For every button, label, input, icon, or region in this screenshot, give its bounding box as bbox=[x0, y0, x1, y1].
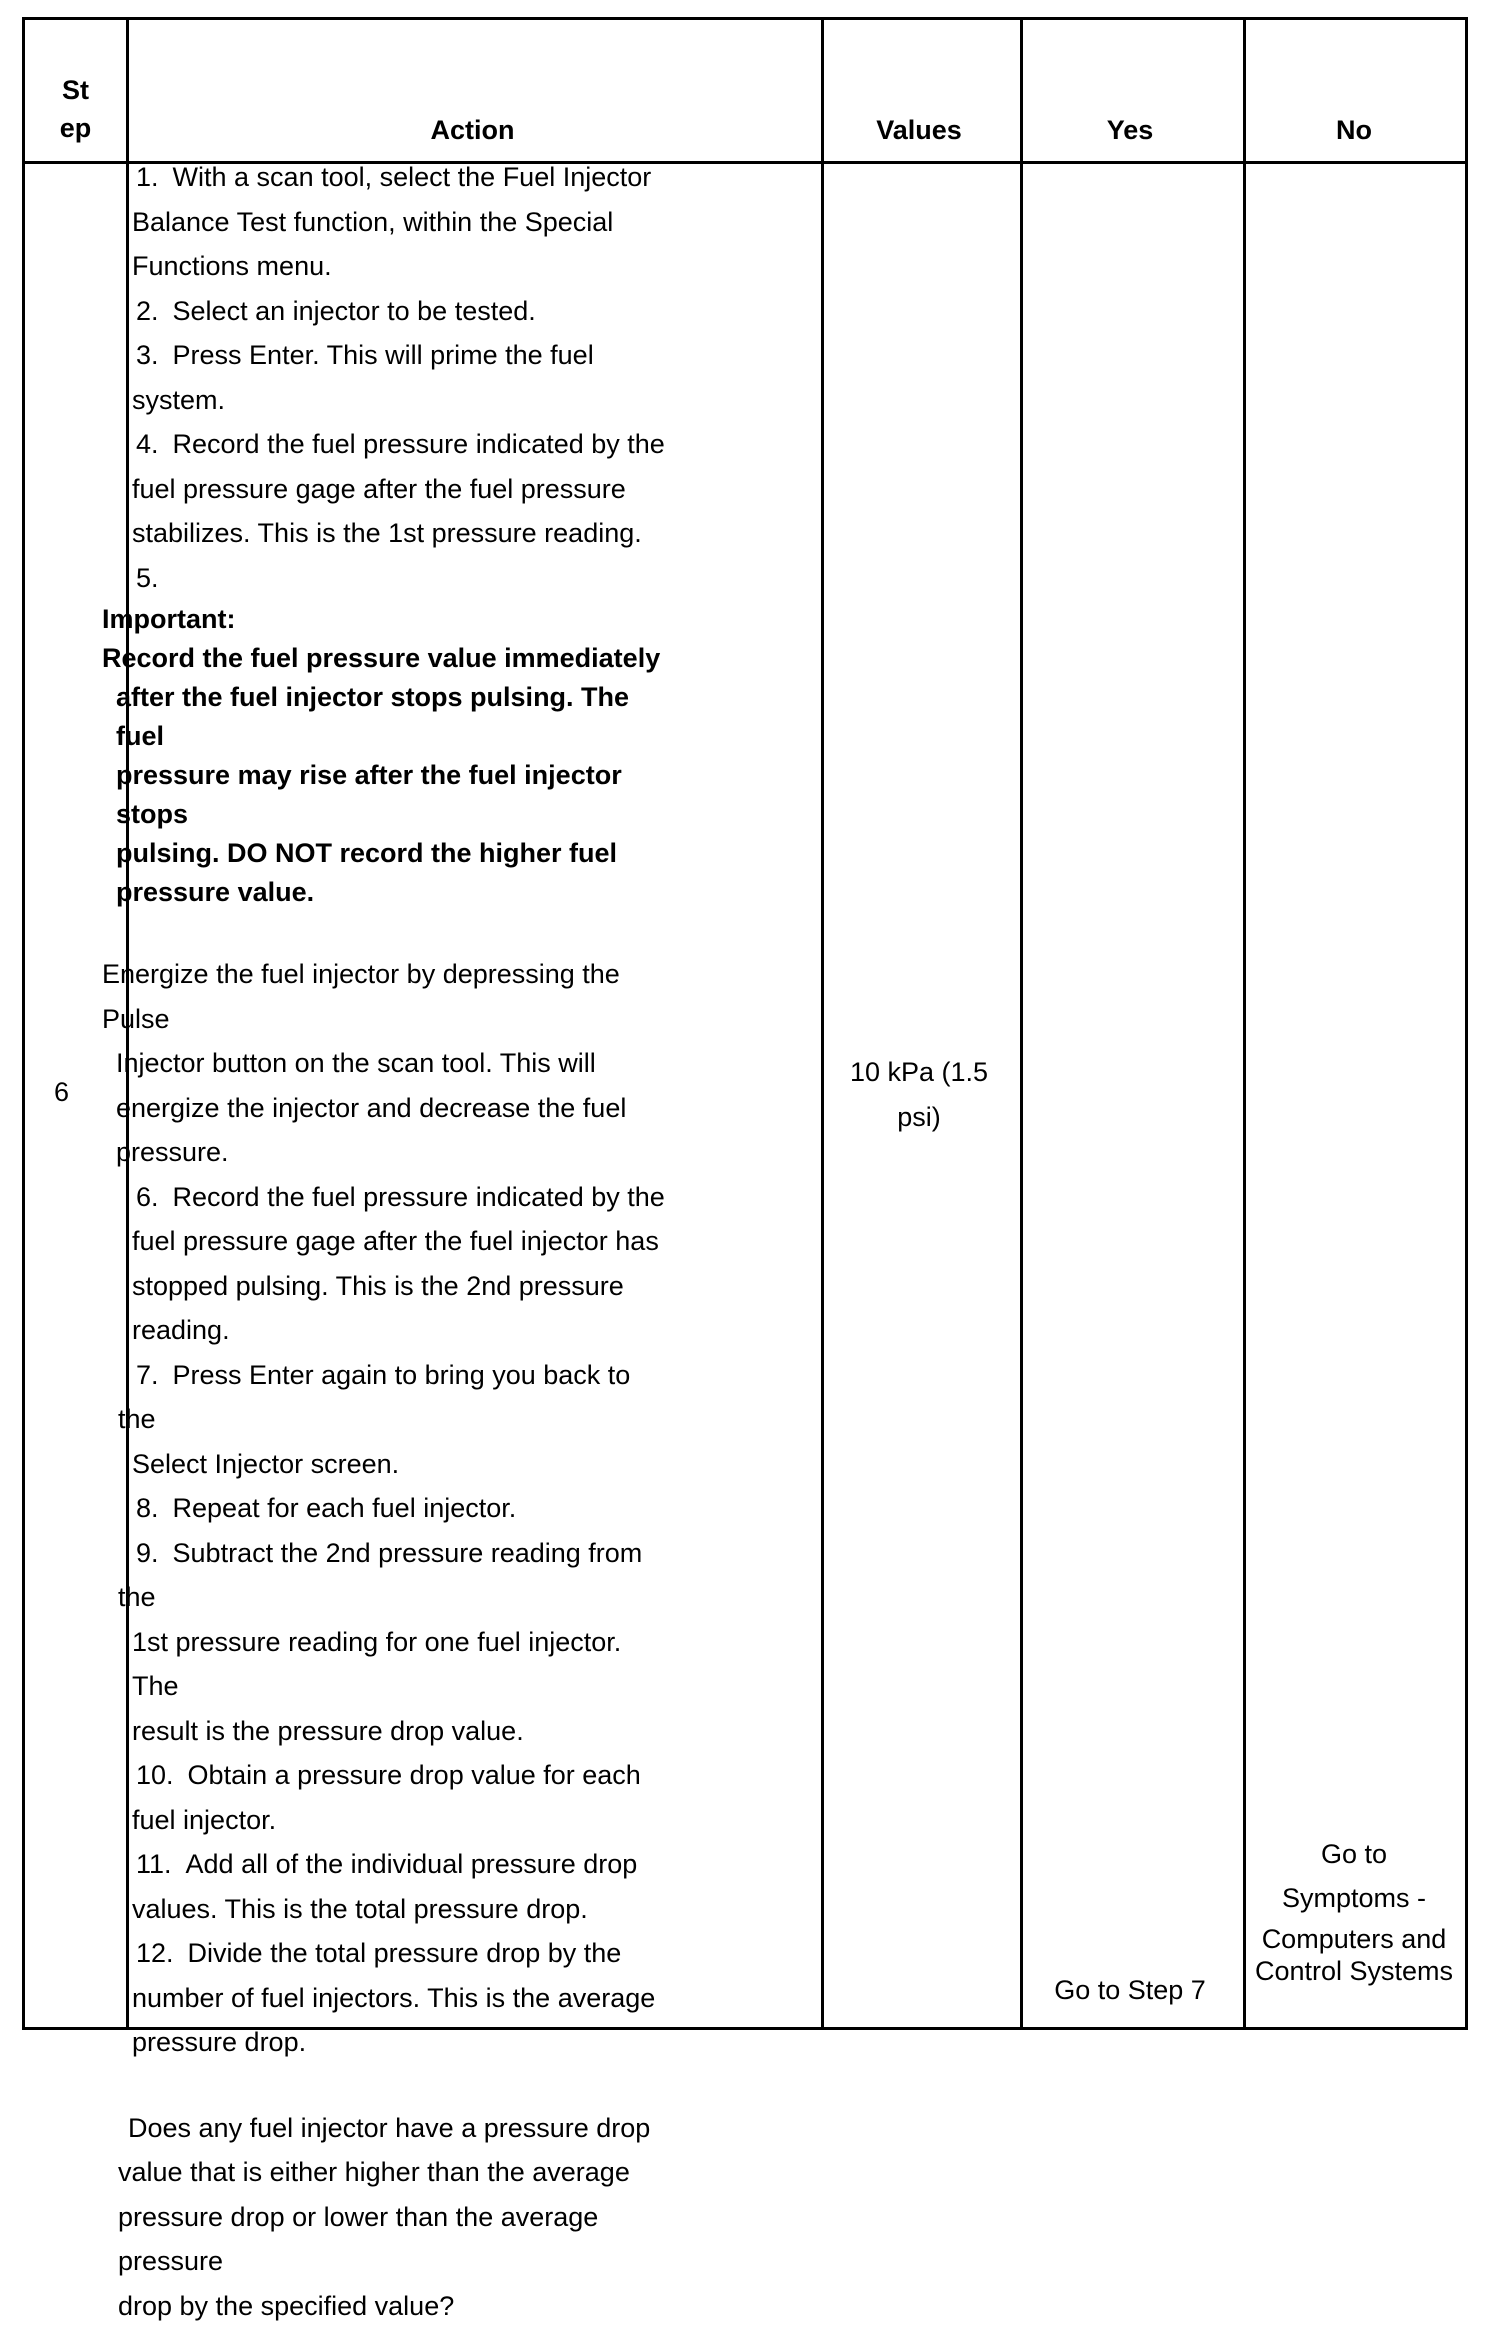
values-line1: 10 kPa (1.5 bbox=[821, 1050, 1017, 1095]
values-line2: psi) bbox=[821, 1095, 1017, 1140]
no-line: Go to bbox=[1243, 1832, 1465, 1876]
step-number: 6 bbox=[54, 1070, 69, 1115]
action-step-8: 8. Repeat for each fuel injector. bbox=[104, 1486, 674, 1531]
header-step-line1: St bbox=[25, 71, 126, 109]
no-line: Computers and bbox=[1243, 1920, 1465, 1958]
column-divider bbox=[1020, 20, 1023, 2027]
no-cell bbox=[1243, 1832, 1465, 1984]
action-step-1: 1. With a scan tool, select the Fuel Injector Balance Test function, within the Special Functions menu. bbox=[104, 155, 674, 289]
header-values: Values bbox=[821, 111, 1017, 149]
header-step bbox=[25, 71, 126, 147]
no-line: Symptoms - bbox=[1243, 1876, 1465, 1920]
column-divider bbox=[821, 20, 824, 2027]
action-step-9: 9. Subtract the 2nd pressure reading from the 1st pressure reading for one fuel injector. The result is the pressure drop value. bbox=[104, 1531, 674, 1754]
energize-paragraph: Energize the fuel injector by depressing the Pulse Injector button on the scan tool. This will energize the injector and decrease the fuel pressure. bbox=[102, 952, 674, 1175]
action-cell bbox=[104, 155, 674, 2328]
action-step-6: 6. Record the fuel pressure indicated by the fuel pressure gage after the fuel injector has stopped pulsing. This is the 2nd pressure reading. bbox=[104, 1175, 674, 1353]
action-step-10: 10. Obtain a pressure drop value for each fuel injector. bbox=[104, 1753, 674, 1842]
important-note: Important: Record the fuel pressure value immediately after the fuel injector stops pulsing. The fuel pressure may rise after the fuel injector stops pulsing. DO NOT record the higher fuel pressure value. bbox=[102, 600, 674, 912]
action-step-3: 3. Press Enter. This will prime the fuel system. bbox=[104, 333, 674, 422]
action-step-5: 5. bbox=[104, 556, 674, 601]
action-step-2: 2. Select an injector to be tested. bbox=[104, 289, 674, 334]
header-yes: Yes bbox=[1020, 111, 1240, 149]
important-label: Important: bbox=[102, 600, 674, 639]
no-line: Control Systems bbox=[1243, 1958, 1465, 1984]
action-step-4: 4. Record the fuel pressure indicated by the fuel pressure gage after the fuel pressure stabilizes. This is the 1st pressure reading. bbox=[104, 422, 674, 556]
yes-cell: Go to Step 7 bbox=[1020, 1968, 1240, 2013]
action-step-11: 11. Add all of the individual pressure drop values. This is the total pressure drop. bbox=[104, 1842, 674, 1931]
action-step-12: 12. Divide the total pressure drop by the number of fuel injectors. This is the average pressure drop. bbox=[104, 1931, 674, 2065]
header-step-line2: ep bbox=[25, 109, 126, 147]
header-action: Action bbox=[126, 111, 819, 149]
values-cell bbox=[821, 1050, 1017, 1139]
question: Does any fuel injector have a pressure drop value that is either higher than the average pressure drop or lower than the average pressure drop by the specified value? bbox=[104, 2106, 674, 2328]
column-divider bbox=[1243, 20, 1246, 2027]
action-step-7: 7. Press Enter again to bring you back to the Select Injector screen. bbox=[104, 1353, 674, 1487]
header-no: No bbox=[1243, 111, 1465, 149]
